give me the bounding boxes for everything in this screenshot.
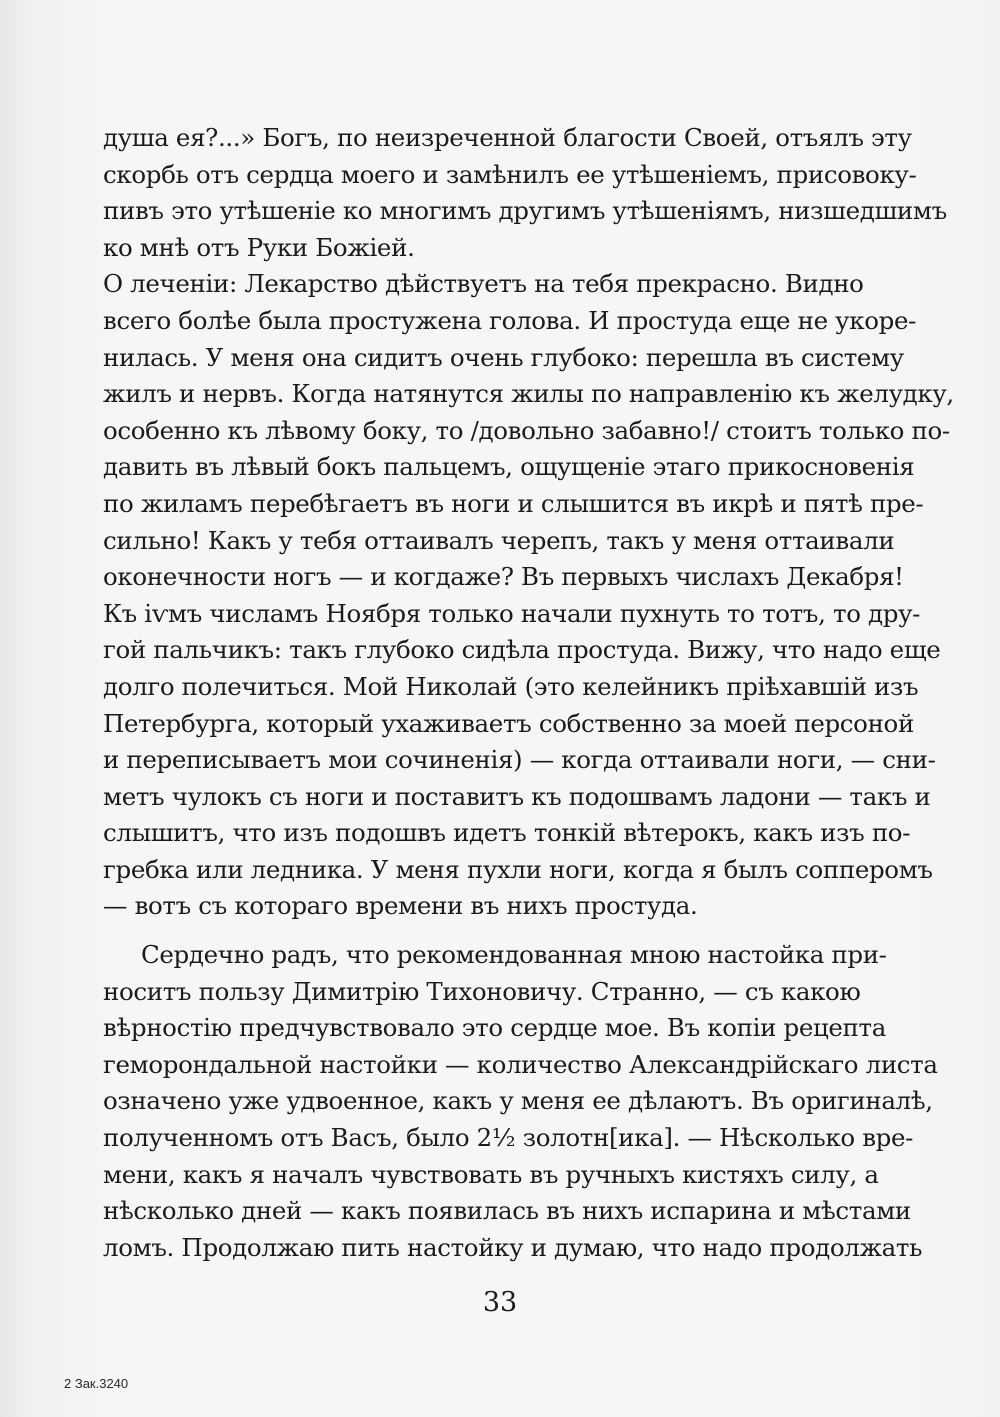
text-line: сильно! Какъ у тебя оттаивалъ черепъ, такъ у меня оттаивали	[103, 525, 895, 555]
text-line: скорбь отъ сердца моего и замѣнилъ ее утѣшеніемъ, присовоку-	[103, 159, 917, 189]
text-line: Петербурга, который ухаживаетъ собственно за моей персоной	[103, 708, 914, 738]
text-line: означено уже удвоенное, какъ у меня ее дѣлаютъ. Въ оригиналѣ,	[103, 1086, 933, 1116]
text-line: и переписываетъ мои сочиненія) — когда оттаивали ноги, — сни-	[103, 745, 936, 775]
text-line: гой пальчикъ: такъ глубоко сидѣла простуда. Вижу, что надо еще	[103, 635, 941, 665]
text-line: по жиламъ перебѣгаетъ въ ноги и слышится въ икрѣ и пятѣ пре-	[103, 488, 924, 518]
text-line: жилъ и нервъ. Когда натянутся жилы по направленію къ желудку,	[103, 379, 954, 409]
text-line: геморондальной настойки — количество Александрійскаго листа	[103, 1049, 938, 1079]
text-line: пивъ это утѣшеніе ко многимъ другимъ утѣшеніямъ, низшедшимъ	[103, 196, 947, 226]
text-line: нилась. У меня она сидитъ очень глубоко: перешла въ систему	[103, 342, 904, 372]
text-line: носитъ пользу Димитрію Тихоновичу. Странно, — съ какою	[103, 976, 861, 1006]
text-line: О леченіи: Лекарство дѣйствуетъ на тебя прекрасно. Видно	[103, 269, 864, 299]
text-line: метъ чулокъ съ ноги и поставитъ къ подошвамъ ладони — такъ и	[103, 781, 931, 811]
text-line: давить въ лѣвый бокъ пальцемъ, ощущеніе этаго прикосновенія	[103, 452, 915, 482]
page-number: 33	[482, 1287, 518, 1318]
text-line: полученномъ отъ Васъ, было 2½ золотн[ика]. — Нѣсколько вре-	[103, 1123, 914, 1153]
text-line: ломъ. Продолжаю пить настойку и думаю, что надо продолжать	[103, 1232, 923, 1262]
text-line: оконечности ногъ — и когдаже? Въ первыхъ числахъ Декабря!	[103, 562, 904, 592]
text-line: Къ іѵмъ числамъ Ноября только начали пухнуть то тотъ, то дру-	[103, 598, 921, 628]
text-line: мени, какъ я началъ чувствовать въ ручныхъ кистяхъ силу, а	[103, 1159, 879, 1189]
text-line: гребка или ледника. У меня пухли ноги, когда я былъ сопперомъ	[103, 854, 933, 884]
text-line: особенно къ лѣвому боку, то /довольно забавно!/ стоитъ только по-	[103, 415, 950, 445]
printer-signature-mark: 2 Зак.3240	[64, 1376, 129, 1391]
text-line: — вотъ съ котораго времени въ нихъ простуда.	[103, 891, 698, 921]
text-line: долго полечиться. Мой Николай (это келейникъ пріѣхавшій изъ	[103, 671, 919, 701]
text-line: нѣсколько дней — какъ появилась въ нихъ испарина и мѣстами	[103, 1196, 911, 1226]
text-line: всего болѣе была простужена голова. И простуда еще не укоре-	[103, 305, 917, 335]
text-line: ко мнѣ отъ Руки Божіей.	[103, 232, 415, 262]
text-line: вѣрностію предчувствовало это сердце мое. Въ копіи рецепта	[103, 1013, 886, 1043]
text-line: душа ея?...» Богъ, по неизреченной благости Своей, отъялъ эту	[103, 123, 912, 152]
text-line: слышитъ, что изъ подошвъ идетъ тонкій вѣтерокъ, какъ изъ по-	[103, 818, 911, 848]
body-text	[103, 120, 954, 1266]
text-line: Сердечно радъ, что рекомендованная мною настойка при-	[141, 940, 887, 970]
